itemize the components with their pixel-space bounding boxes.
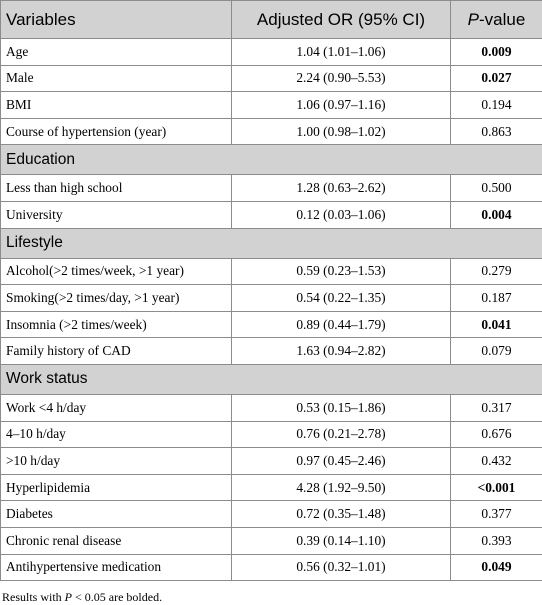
variable-cell: Less than high school (1, 175, 232, 202)
adjusted-or-cell: 0.89 (0.44–1.79) (232, 311, 451, 338)
adjusted-or-cell: 1.28 (0.63–2.62) (232, 175, 451, 202)
variable-cell: Antihypertensive medication (1, 554, 232, 581)
variable-cell: Family history of CAD (1, 338, 232, 365)
p-value-cell: 0.187 (451, 285, 542, 312)
table-row (1, 118, 542, 145)
p-value-cell: 0.079 (451, 338, 542, 365)
variable-cell: Insomnia (>2 times/week) (1, 311, 232, 338)
table-row (1, 39, 542, 66)
adjusted-or-cell: 0.12 (0.03–1.06) (232, 201, 451, 228)
table-row (1, 65, 542, 92)
variable-cell: Smoking(>2 times/day, >1 year) (1, 285, 232, 312)
header-p-value (451, 1, 542, 39)
header-variables: Variables (1, 1, 232, 39)
table-row (1, 501, 542, 528)
variable-cell: Chronic renal disease (1, 527, 232, 554)
variable-cell: Diabetes (1, 501, 232, 528)
table-row (1, 554, 542, 581)
section-label: Lifestyle (1, 228, 542, 258)
p-value-cell: 0.194 (451, 92, 542, 119)
section-row (1, 145, 542, 175)
table-footnote (2, 590, 542, 605)
section-label: Education (1, 145, 542, 175)
footnote-post: < 0.05 are bolded. (72, 590, 162, 604)
table-body (1, 39, 542, 581)
header-p-rest: -value (479, 10, 525, 29)
table-row (1, 258, 542, 285)
adjusted-or-cell: 1.00 (0.98–1.02) (232, 118, 451, 145)
footnote-pre: Results with (2, 590, 65, 604)
variable-cell: BMI (1, 92, 232, 119)
header-p-italic: P (468, 10, 479, 29)
table-row (1, 527, 542, 554)
adjusted-or-cell: 0.54 (0.22–1.35) (232, 285, 451, 312)
adjusted-or-cell: 0.56 (0.32–1.01) (232, 554, 451, 581)
variable-cell: Work <4 h/day (1, 394, 232, 421)
adjusted-or-cell: 0.53 (0.15–1.86) (232, 394, 451, 421)
table-row (1, 338, 542, 365)
adjusted-or-cell: 2.24 (0.90–5.53) (232, 65, 451, 92)
variable-cell: Alcohol(>2 times/week, >1 year) (1, 258, 232, 285)
header-row (1, 1, 542, 39)
adjusted-or-cell: 1.63 (0.94–2.82) (232, 338, 451, 365)
variable-cell: Age (1, 39, 232, 66)
section-row (1, 228, 542, 258)
p-value-cell: 0.027 (451, 65, 542, 92)
p-value-cell: 0.377 (451, 501, 542, 528)
footnote-p-italic: P (65, 590, 72, 604)
p-value-cell: 0.393 (451, 527, 542, 554)
variable-cell: Course of hypertension (year) (1, 118, 232, 145)
table-row (1, 92, 542, 119)
p-value-cell: 0.863 (451, 118, 542, 145)
adjusted-or-cell: 0.76 (0.21–2.78) (232, 421, 451, 448)
p-value-cell: 0.432 (451, 448, 542, 475)
variable-cell: Male (1, 65, 232, 92)
section-row (1, 364, 542, 394)
p-value-cell: <0.001 (451, 474, 542, 501)
adjusted-or-cell: 4.28 (1.92–9.50) (232, 474, 451, 501)
table-row (1, 474, 542, 501)
header-adjusted-or: Adjusted OR (95% CI) (232, 1, 451, 39)
p-value-cell: 0.004 (451, 201, 542, 228)
table-row (1, 311, 542, 338)
p-value-cell: 0.676 (451, 421, 542, 448)
p-value-cell: 0.049 (451, 554, 542, 581)
p-value-cell: 0.317 (451, 394, 542, 421)
adjusted-or-cell: 0.39 (0.14–1.10) (232, 527, 451, 554)
section-label: Work status (1, 364, 542, 394)
variable-cell: 4–10 h/day (1, 421, 232, 448)
variable-cell: University (1, 201, 232, 228)
adjusted-or-cell: 1.04 (1.01–1.06) (232, 39, 451, 66)
p-value-cell: 0.279 (451, 258, 542, 285)
adjusted-or-cell: 0.72 (0.35–1.48) (232, 501, 451, 528)
table-row (1, 201, 542, 228)
variable-cell: >10 h/day (1, 448, 232, 475)
table-row (1, 175, 542, 202)
adjusted-or-cell: 1.06 (0.97–1.16) (232, 92, 451, 119)
table-header (1, 1, 542, 39)
p-value-cell: 0.041 (451, 311, 542, 338)
p-value-cell: 0.009 (451, 39, 542, 66)
table-row (1, 394, 542, 421)
adjusted-or-cell: 0.97 (0.45–2.46) (232, 448, 451, 475)
table-row (1, 421, 542, 448)
table-row (1, 448, 542, 475)
table-row (1, 285, 542, 312)
p-value-cell: 0.500 (451, 175, 542, 202)
adjusted-or-cell: 0.59 (0.23–1.53) (232, 258, 451, 285)
variable-cell: Hyperlipidemia (1, 474, 232, 501)
